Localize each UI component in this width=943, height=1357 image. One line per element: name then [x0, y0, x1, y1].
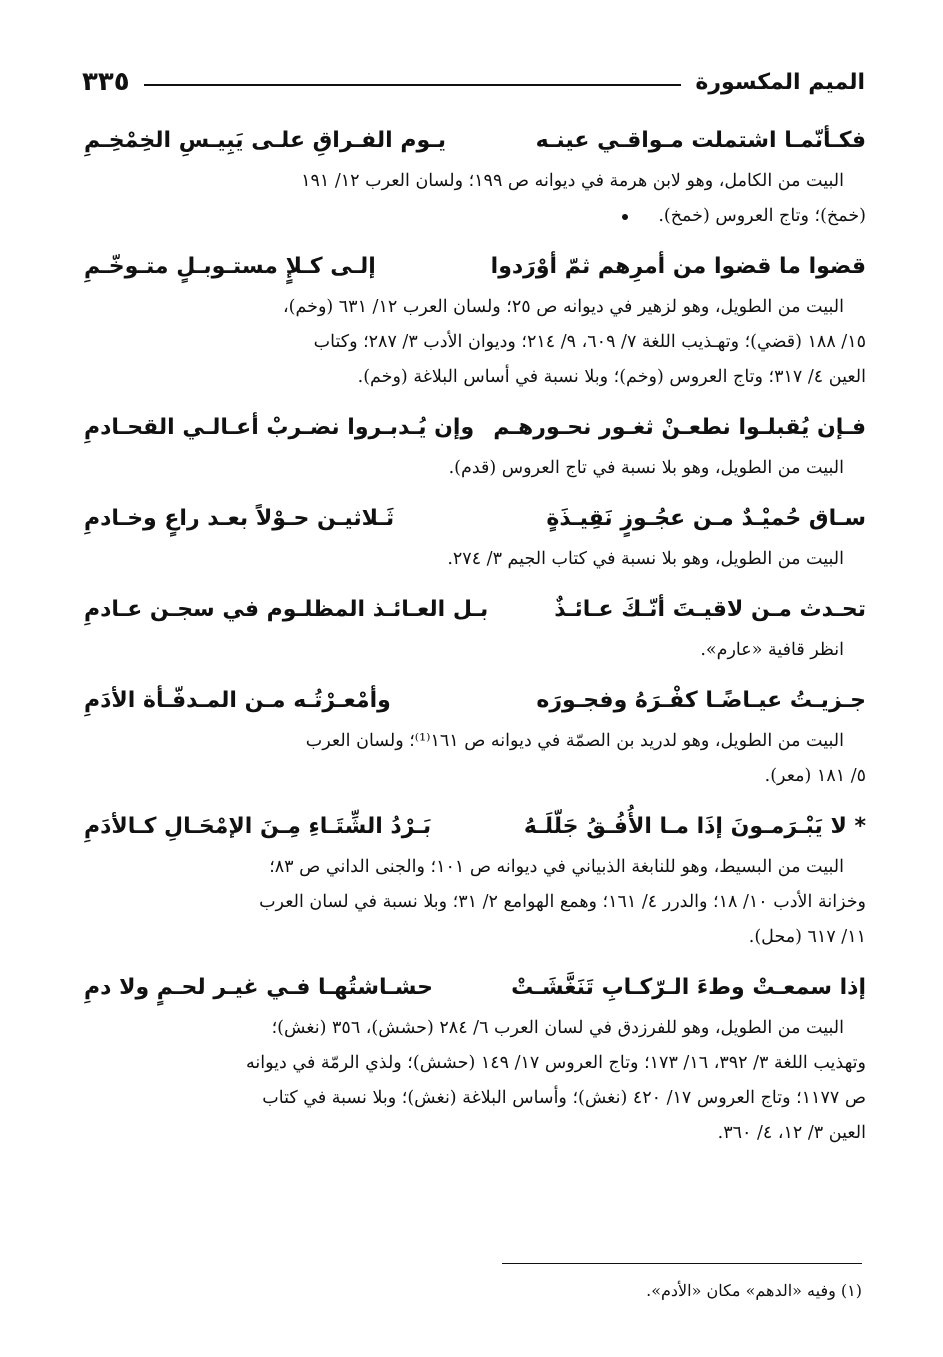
- first-hemistich: قضوا ما قضوا من أمرِهم ثمّ أوْرَدوا: [490, 254, 866, 279]
- second-hemistich: وأمْعـرْتُـه مـن المـدفّـأة الأدَمِ: [84, 688, 391, 713]
- second-hemistich: إلـى كـلإٍ مستـوبـلٍ متـوخّـمِ: [84, 254, 376, 279]
- second-hemistich: بَـرْدُ الشِّتَـاءِ مِـنَ الإمْحَـالِ كـالأدَمِ: [84, 814, 432, 839]
- verse-entry: [84, 678, 866, 794]
- citation-line: [84, 199, 866, 234]
- footnote: (١) وفيه «الدهم» مكان «الأدم».: [646, 1281, 862, 1300]
- page-number: ٣٣٥: [82, 67, 130, 97]
- citation-line: البيت من الطويل، وهو بلا نسبة في كتاب الجيم ٣/ ٢٧٤.: [447, 549, 844, 569]
- verse-entry: [84, 496, 866, 577]
- verse-line: [84, 678, 866, 724]
- citation-text: (خمخ)؛ وتاج العروس (خمخ).: [658, 206, 866, 226]
- header-rule: [144, 84, 682, 86]
- verse-line: [84, 804, 866, 850]
- citation-line: البيت من البسيط، وهو للنابغة الذبياني في ديوانه ص ١٠١؛ والجنى الداني ص ٨٣؛: [269, 857, 844, 877]
- citation-line: ١١/ ٦١٧ (محل).: [748, 927, 866, 947]
- citation-line: وخزانة الأدب ١٠/ ١٨؛ والدرر ٤/ ١٦١؛ وهمع الهوامع ٢/ ٣١؛ وبلا نسبة في لسان العرب: [259, 892, 866, 912]
- citation-line: البيت من الطويل، وهو للفرزدق في لسان العرب ٦/ ٢٨٤ (حشش)، ٣٥٦ (نغش)؛: [271, 1018, 844, 1038]
- second-hemistich: وإن يُـدبـروا نضـربْ أعـالـي القحـادمِ: [84, 415, 475, 440]
- cross-reference: انظر قافية «عارم».: [700, 640, 844, 660]
- citation-line: البيت من الطويل، وهو لزهير في ديوانه ص ٢٥؛ ولسان العرب ١٢/ ٦٣١ (وخم)،: [283, 297, 844, 317]
- first-hemistich: إذا سمعـتْ وطءَ الـرّكـابِ تَنَغَّشَـتْ: [511, 975, 866, 1000]
- verse-entry: [84, 587, 866, 668]
- verse-entry: [84, 965, 866, 1151]
- citation-line: ص ١١٧٧؛ وتاج العروس ١٧/ ٤٢٠ (نغش)؛ وأساس البلاغة (نغش)؛ وبلا نسبة في كتاب: [262, 1088, 866, 1108]
- second-hemistich: يـوم الفـراقِ علـى يَبِيـسِ الخِمْخِـمِ: [84, 128, 447, 153]
- verse-line: [84, 118, 866, 164]
- citation-line: العين ٤/ ٣١٧؛ وتاج العروس (وخم)؛ وبلا نسبة في أساس البلاغة (وخم).: [357, 367, 866, 387]
- page-body: [84, 118, 866, 1161]
- first-hemistich: فـإن يُقبلـوا نطعـنْ ثغـور نحـورهـم: [493, 415, 866, 440]
- verse-line: [84, 965, 866, 1011]
- citation-line: ٥/ ١٨١ (معر).: [764, 766, 866, 786]
- verse-entry: [84, 118, 866, 234]
- citation-line: ١٥/ ١٨٨ (قضي)؛ وتهـذيب اللغة ٧/ ٦٠٩، ٩/ ٢١٤؛ وديوان الأدب ٣/ ٢٨٧؛ وكتاب: [313, 332, 866, 352]
- first-hemistich: جـزيـتُ عيـاضًـا كفْـرَهُ وفجـورَه: [536, 688, 866, 713]
- verse-entry: [84, 405, 866, 486]
- footnote-rule: [502, 1263, 862, 1264]
- verse-entry: [84, 244, 866, 395]
- verse-line: [84, 496, 866, 542]
- citation-line: وتهذيب اللغة ٣/ ٣٩٢، ١٦/ ١٧٣؛ وتاج العروس ١٧/ ١٤٩ (حشش)؛ ولذي الرمّة في ديوانه: [246, 1053, 866, 1073]
- second-hemistich: بـل العـائـذ المظلـوم في سجـن عـادمِ: [84, 597, 489, 622]
- verse-line: [84, 244, 866, 290]
- first-hemistich: سـاق حُميْـدٌ مـن عجُـوزٍ نَقِيـذَةٍ: [546, 506, 866, 531]
- chapter-title: الميم المكسورة: [695, 69, 865, 95]
- running-header: [82, 62, 865, 102]
- second-hemistich: ثَـلاثيـن حـوْلاً بعـد راعٍ وخـادمِ: [84, 506, 395, 531]
- verse-entry: [84, 804, 866, 955]
- second-hemistich: حشـاشتُهـا فـي غيـر لحـمٍ ولا دمِ: [84, 975, 433, 1000]
- verse-line: [84, 405, 866, 451]
- citation-line: البيت من الطويل، وهو لدريد بن الصمّة في ديوانه ص ١٦١⁽¹⁾؛ ولسان العرب: [305, 731, 844, 751]
- verse-line: [84, 587, 866, 633]
- citation-line: البيت من الكامل، وهو لابن هرمة في ديوانه ص ١٩٩؛ ولسان العرب ١٢/ ١٩١: [301, 171, 844, 191]
- ink-dot: [622, 214, 628, 220]
- citation-line: البيت من الطويل، وهو بلا نسبة في تاج العروس (قدم).: [448, 458, 844, 478]
- first-hemistich: فكـأنّمـا اشتملت مـواقـي عينـه: [535, 128, 866, 153]
- first-hemistich: * لا يَبْـرَمـونَ إذَا مـا الأُفُـقُ جَلّلَـهُ: [523, 814, 866, 839]
- first-hemistich: تحـدث مـن لاقيـتَ أنّـكَ عـائـذٌ: [554, 597, 866, 622]
- citation-line: العين ٣/ ١٢، ٤/ ٣٦٠.: [717, 1123, 866, 1143]
